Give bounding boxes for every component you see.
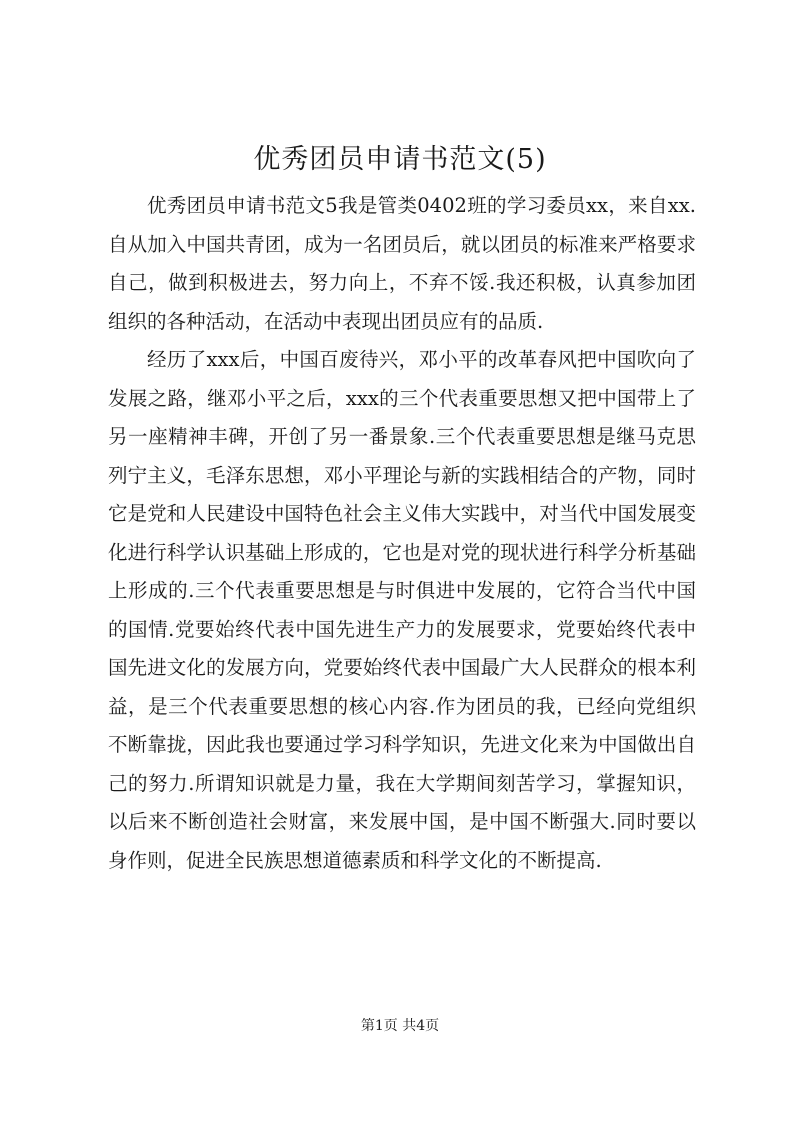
page-title: 优秀团员申请书范文(5)	[253, 144, 547, 175]
paragraph-1: 优秀团员申请书范文5我是管类0402班的学习委员xx，来自xx.自从加入中国共青团，成为一名团员后，就以团员的标准来严格要求自己，做到积极进去，努力向上，不弃不馁.我还积极，认真参加团组织的各种活动，在活动中表现出团员应有的品质.	[108, 194, 696, 333]
page-footer: 第1页 共4页	[360, 1018, 440, 1034]
paragraph-2: 经历了xxx后，中国百废待兴，邓小平的改革春风把中国吹向了发展之路，继邓小平之后，xxx的三个代表重要思想又把中国带上了另一座精神丰碑，开创了另一番景象.三个代表重要思想是继马克思列宁主义，毛泽东思想，邓小平理论与新的实践相结合的产物，同时它是党和人民建设中国特色社会主义伟大实践中，对当代中国发展变化进行科学认识基础上形成的，它也是对党的现状进行科学分析基础上形成的.三个代表重要思想是与时俱进中发展的，它符合当代中国的国情.党要始终代表中国先进生产力的发展要求，党要始终代表中国先进文化的发展方向，党要始终代表中国最广大人民群众的根本利益，是三个代表重要思想的核心内容.作为团员的我，已经向党组织不断靠拢，因此我也要通过学习科学知识，先进文化来为中国做出自己的努力.所谓知识就是力量，我在大学期间刻苦学习，掌握知识，以后来不断创造社会财富，来发展中国，是中国不断强大.同时要以身作则，促进全民族思想道德素质和科学文化的不断提高.	[108, 348, 696, 872]
document-body	[108, 187, 696, 880]
